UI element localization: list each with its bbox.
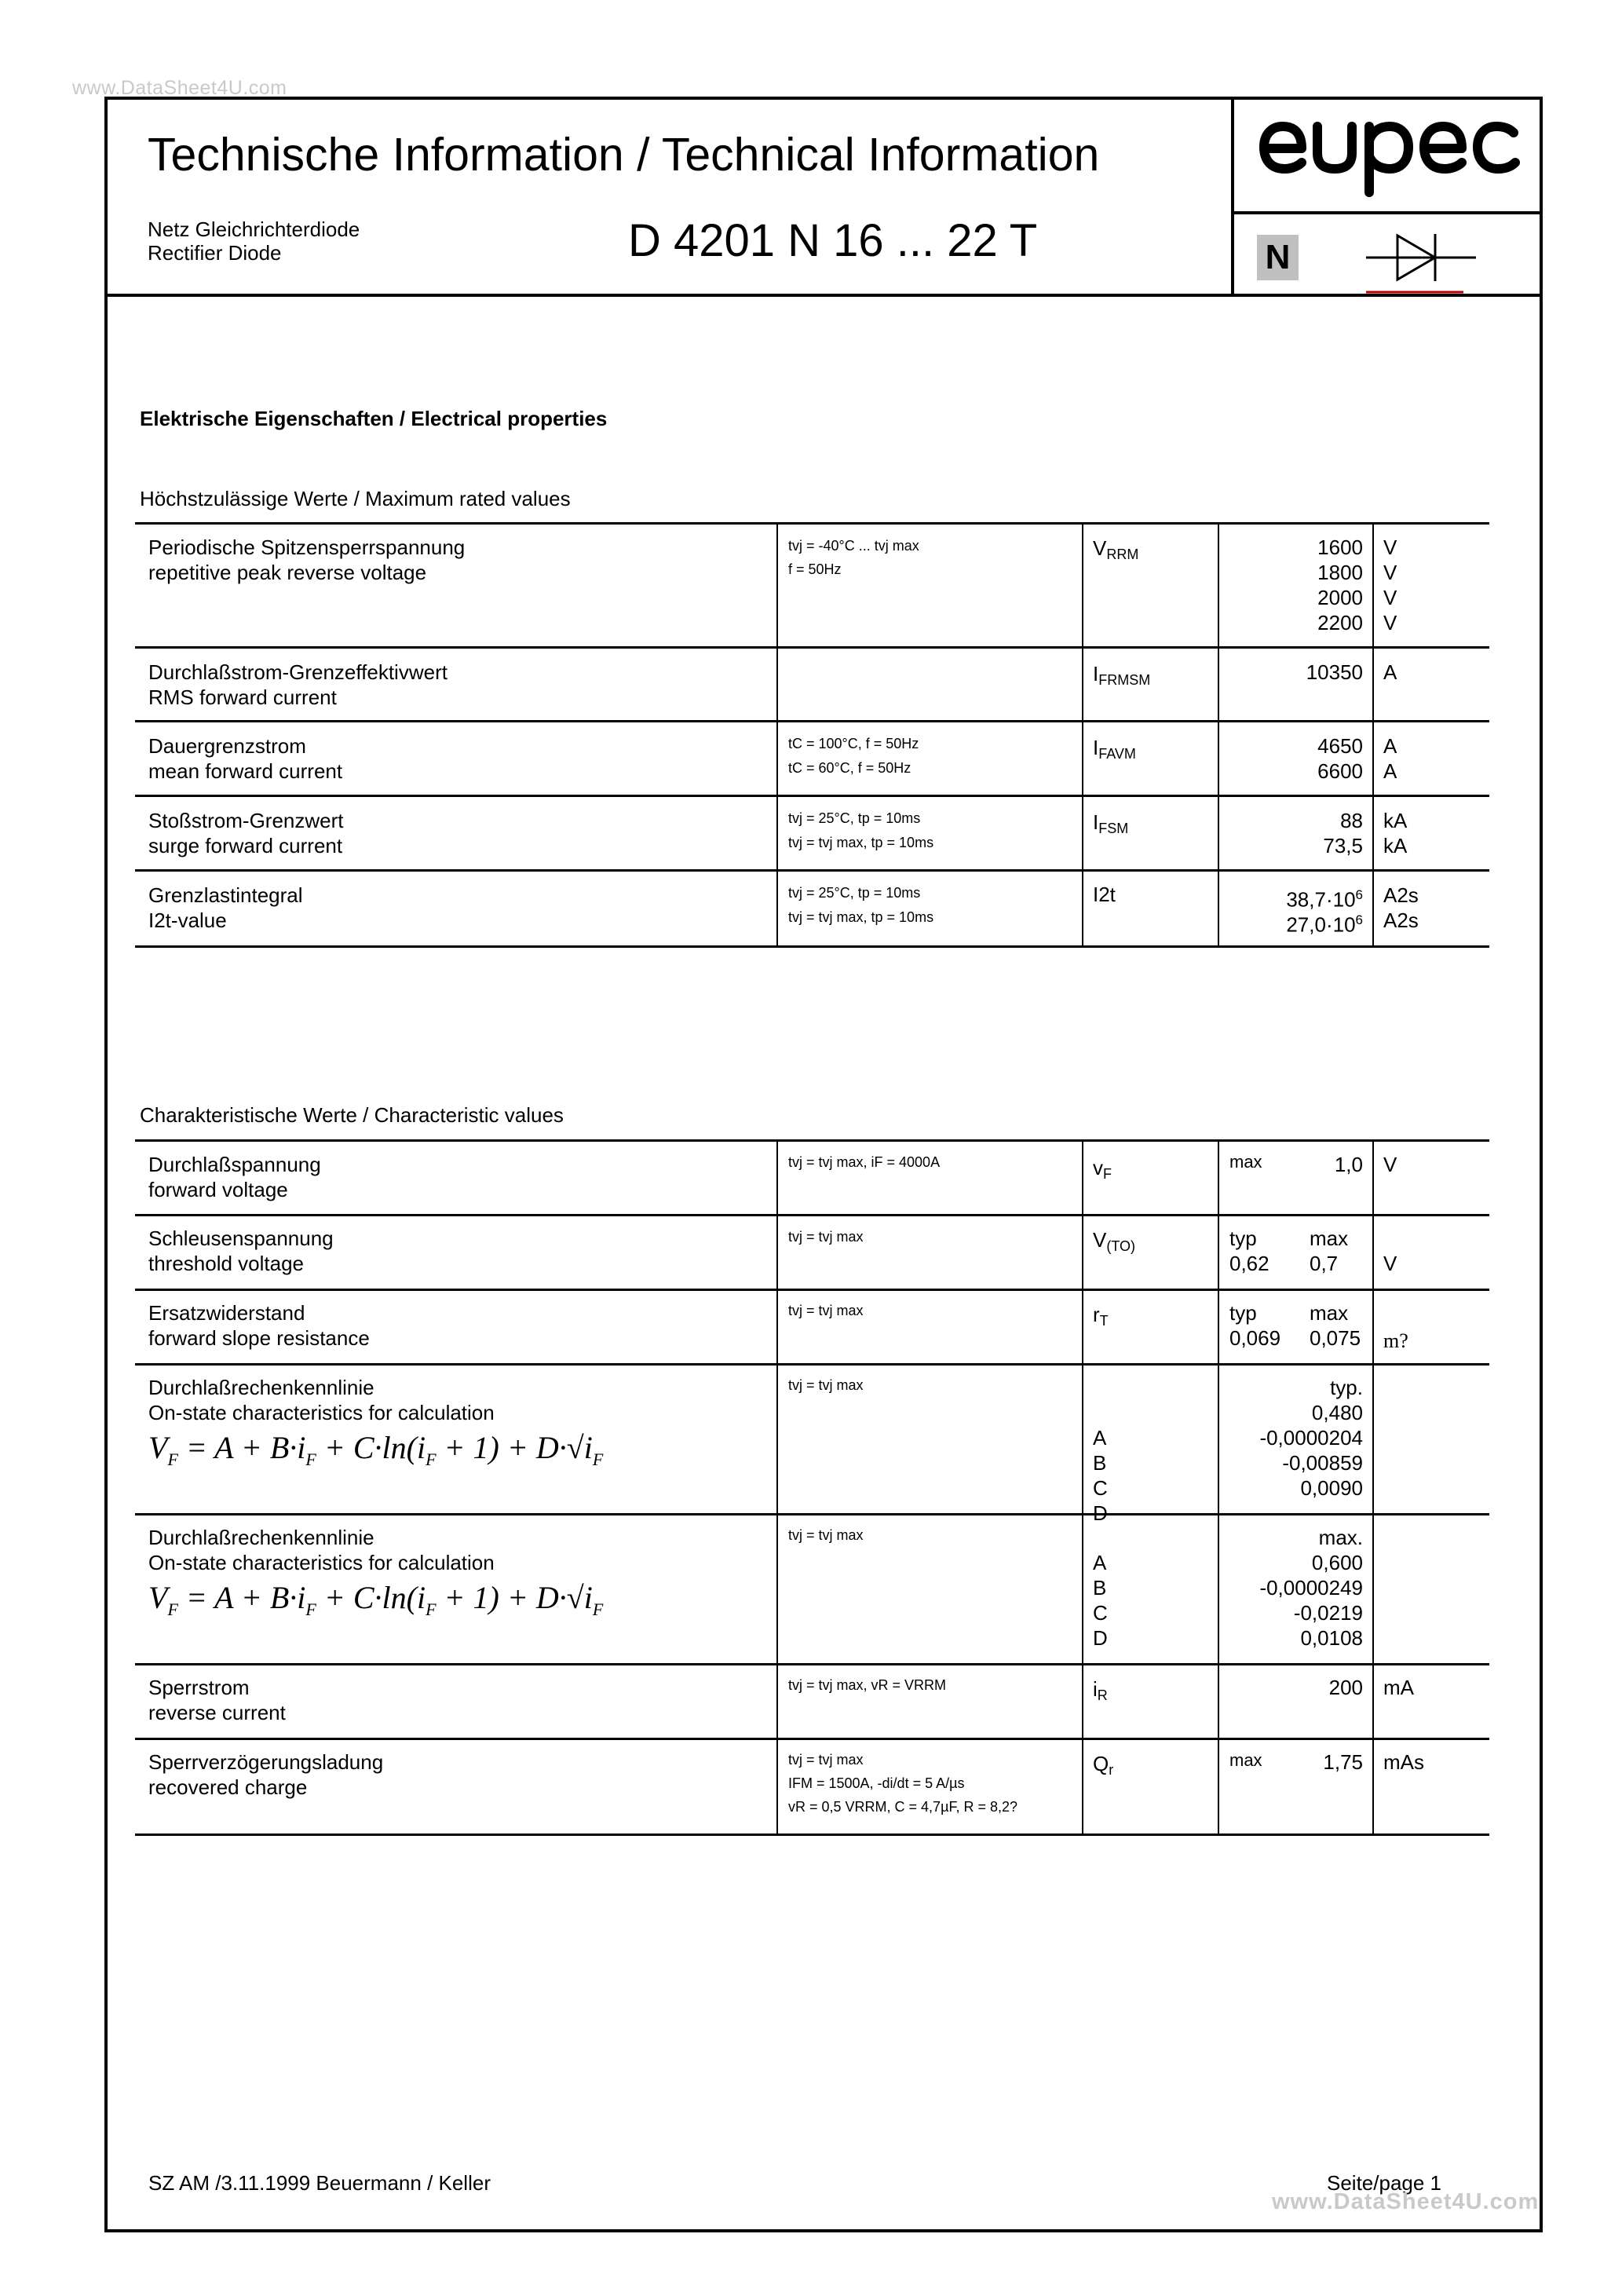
unit: m?: [1383, 1329, 1408, 1352]
watermark-bottom: www.DataSheet4U.com: [1272, 2189, 1540, 2214]
coeff-letter: B: [1093, 1451, 1107, 1475]
footer-page: Seite/page 1: [1327, 2171, 1442, 2195]
n-badge: N: [1257, 235, 1299, 280]
condition: f = 50Hz: [788, 561, 842, 577]
condition: tC = 100°C, f = 50Hz: [788, 736, 919, 751]
symbol: $V_{(TO)}$: [1093, 1228, 1136, 1254]
param-name-en: threshold voltage: [148, 1252, 305, 1275]
coeff-letter: A: [1093, 1551, 1107, 1574]
param-name-en: surge forward current: [148, 834, 343, 857]
value: 73,5: [1323, 834, 1363, 857]
coeff-value: 0,600: [1311, 1551, 1363, 1574]
max-label: max: [1229, 1152, 1262, 1172]
param-name-de: Schleusenspannung: [148, 1227, 334, 1250]
unit: A: [1383, 734, 1397, 758]
coeff-value: -0,0000204: [1259, 1426, 1363, 1450]
symbol: $r_T$: [1093, 1303, 1109, 1329]
column-rule: [1218, 1139, 1219, 1835]
condition: IFM = 1500A, -di/dt = 5 A/µs: [788, 1775, 965, 1791]
typ-value: 0,069: [1229, 1326, 1281, 1350]
coeff-letter: A: [1093, 1426, 1107, 1450]
max-value: 0,7: [1310, 1252, 1339, 1275]
param-name-de: Periodische Spitzensperrspannung: [148, 536, 466, 559]
condition: tvj = 25°C, tp = 10ms: [788, 810, 921, 826]
condition: tvj = tvj max, iF = 4000A: [788, 1154, 941, 1170]
table-rule: [135, 1363, 1489, 1366]
table-rule: [135, 1738, 1489, 1740]
param-name-en: On-state characteristics for calculation: [148, 1551, 495, 1574]
column-rule: [1372, 1139, 1374, 1835]
watermark-top: www.DataSheet4U.com: [72, 77, 287, 99]
value: $27,0\cdot 10^6$: [1286, 912, 1363, 937]
characteristic-title: Charakteristische Werte / Characteristic values: [140, 1103, 564, 1127]
logo-divider: [1231, 211, 1543, 214]
typ-value: 0,62: [1229, 1252, 1269, 1275]
condition: tvj = tvj max, vR = VRRM: [788, 1677, 947, 1693]
table-rule: [135, 522, 1489, 525]
unit: mA: [1383, 1676, 1414, 1699]
typ-label: typ: [1229, 1227, 1257, 1250]
table-rule: [135, 945, 1489, 948]
param-name-en: On-state characteristics for calculation: [148, 1401, 495, 1424]
subtitle-de: Netz Gleichrichterdiode: [148, 218, 360, 241]
condition: tvj = tvj max: [788, 1527, 864, 1543]
coeff-value: -0,00859: [1282, 1451, 1363, 1475]
param-name-en: forward slope resistance: [148, 1326, 370, 1350]
table-rule: [135, 1214, 1489, 1216]
column-rule: [1082, 1139, 1083, 1835]
table-rule: [135, 1139, 1489, 1142]
param-name-de: Durchlaßstrom-Grenzeffektivwert: [148, 660, 448, 684]
table-rule: [135, 1289, 1489, 1291]
unit: kA: [1383, 809, 1408, 832]
unit: A: [1383, 660, 1397, 684]
max-label: max: [1229, 1750, 1262, 1770]
unit: A2s: [1383, 883, 1419, 907]
max-label: max: [1310, 1301, 1349, 1325]
condition: tvj = tvj max: [788, 1752, 864, 1768]
diode-symbol-icon: [1366, 226, 1476, 301]
param-name-en: mean forward current: [148, 759, 343, 783]
section-title: Elektrische Eigenschaften / Electrical properties: [140, 407, 608, 430]
page-title: Technische Information / Technical Information: [148, 129, 1100, 181]
coeff-value: 0,0090: [1300, 1476, 1363, 1500]
on-state-formula: $V_F = A + B\cdot i_F + C\cdot\ln(i_F + 1) + D\cdot√i_F$: [148, 1430, 604, 1469]
table-rule: [135, 1663, 1489, 1665]
value: 2000: [1317, 586, 1363, 609]
eupec-logo-icon: [1234, 100, 1540, 211]
symbol: $v_F$: [1093, 1156, 1112, 1182]
coeff-letter: C: [1093, 1601, 1108, 1625]
coeff-value: 0,0108: [1300, 1626, 1363, 1650]
symbol: $V_{RRM}$: [1093, 536, 1139, 562]
max-header: max.: [1318, 1526, 1363, 1549]
param-name-de: Durchlaßrechenkennlinie: [148, 1526, 374, 1549]
table-rule: [135, 795, 1489, 797]
value: 4650: [1317, 734, 1363, 758]
value: 2200: [1317, 611, 1363, 634]
coeff-value: 0,480: [1311, 1401, 1363, 1424]
param-name-de: Dauergrenzstrom: [148, 734, 306, 758]
header-divider: [104, 294, 1543, 297]
column-rule: [776, 522, 778, 947]
typ-label: typ: [1229, 1301, 1257, 1325]
unit: kA: [1383, 834, 1408, 857]
coeff-letter: C: [1093, 1476, 1108, 1500]
param-name-de: Durchlaßrechenkennlinie: [148, 1376, 374, 1399]
unit: mAs: [1383, 1750, 1424, 1774]
symbol: $i_R$: [1093, 1677, 1108, 1703]
condition: tvj = tvj max, tp = 10ms: [788, 835, 934, 850]
param-name-en: I2t-value: [148, 909, 227, 932]
symbol: $I_{FSM}$: [1093, 810, 1129, 836]
table-rule: [135, 869, 1489, 872]
unit: V: [1383, 561, 1397, 584]
subtitle-en: Rectifier Diode: [148, 241, 282, 265]
value: 200: [1328, 1676, 1363, 1699]
condition: tC = 60°C, f = 50Hz: [788, 760, 911, 776]
footer-author: SZ AM /3.11.1999 Beuermann / Keller: [148, 2171, 491, 2195]
value: 1,0: [1334, 1153, 1363, 1176]
param-name-de: Sperrstrom: [148, 1676, 250, 1699]
unit: V: [1383, 586, 1397, 609]
column-rule: [1218, 522, 1219, 947]
value: 1800: [1317, 561, 1363, 584]
coeff-letter: B: [1093, 1576, 1107, 1600]
condition: tvj = -40°C ... tvj max: [788, 538, 919, 554]
param-name-de: Ersatzwiderstand: [148, 1301, 305, 1325]
unit: A2s: [1383, 909, 1419, 932]
param-name-en: RMS forward current: [148, 686, 337, 709]
param-name-de: Stoßstrom-Grenzwert: [148, 809, 344, 832]
condition: tvj = tvj max: [788, 1377, 864, 1393]
part-number: D 4201 N 16 ... 22 T: [628, 215, 1038, 266]
symbol: $I_{FAVM}$: [1093, 736, 1136, 762]
value: 88: [1340, 809, 1363, 832]
table-rule: [135, 1513, 1489, 1515]
param-name-en: forward voltage: [148, 1178, 288, 1201]
value: $38,7\cdot 10^6$: [1286, 887, 1363, 912]
column-rule: [1372, 522, 1374, 947]
value: 6600: [1317, 759, 1363, 783]
max-label: max: [1310, 1227, 1349, 1250]
param-name-en: recovered charge: [148, 1775, 308, 1799]
value: 1,75: [1323, 1750, 1363, 1774]
param-name-de: Sperrverzögerungsladung: [148, 1750, 384, 1774]
eupec-logo: [1234, 100, 1540, 211]
condition: tvj = tvj max: [788, 1303, 864, 1318]
symbol: $I_{FRMSM}$: [1093, 662, 1151, 688]
coeff-letter: D: [1093, 1626, 1108, 1650]
coeff-letter: D: [1093, 1501, 1108, 1525]
symbol: I2t: [1093, 883, 1116, 906]
value: 10350: [1306, 660, 1363, 684]
column-rule: [1082, 522, 1083, 947]
coeff-value: -0,0219: [1293, 1601, 1363, 1625]
condition: tvj = 25°C, tp = 10ms: [788, 885, 921, 901]
condition: tvj = tvj max, tp = 10ms: [788, 909, 934, 925]
param-name-en: reverse current: [148, 1701, 286, 1724]
max-rated-title: Höchstzulässige Werte / Maximum rated values: [140, 487, 571, 510]
table-rule: [135, 646, 1489, 649]
coeff-value: -0,0000249: [1259, 1576, 1363, 1600]
param-name-de: Grenzlastintegral: [148, 883, 303, 907]
symbol: $Q_r$: [1093, 1752, 1114, 1778]
table-rule: [135, 1834, 1489, 1836]
condition: tvj = tvj max: [788, 1229, 864, 1245]
unit: V: [1383, 1153, 1397, 1176]
param-name-en: repetitive peak reverse voltage: [148, 561, 427, 584]
on-state-formula: $V_F = A + B\cdot i_F + C\cdot\ln(i_F + 1) + D\cdot√i_F$: [148, 1580, 604, 1619]
max-value: 0,075: [1310, 1326, 1361, 1350]
unit: V: [1383, 1252, 1397, 1275]
unit: V: [1383, 536, 1397, 559]
param-name-de: Durchlaßspannung: [148, 1153, 321, 1176]
column-rule: [776, 1139, 778, 1835]
table-rule: [135, 720, 1489, 722]
unit: V: [1383, 611, 1397, 634]
typ-header: typ.: [1330, 1376, 1363, 1399]
value: 1600: [1317, 536, 1363, 559]
condition: vR = 0,5 VRRM, C = 4,7µF, R = 8,2?: [788, 1799, 1017, 1815]
unit: A: [1383, 759, 1397, 783]
